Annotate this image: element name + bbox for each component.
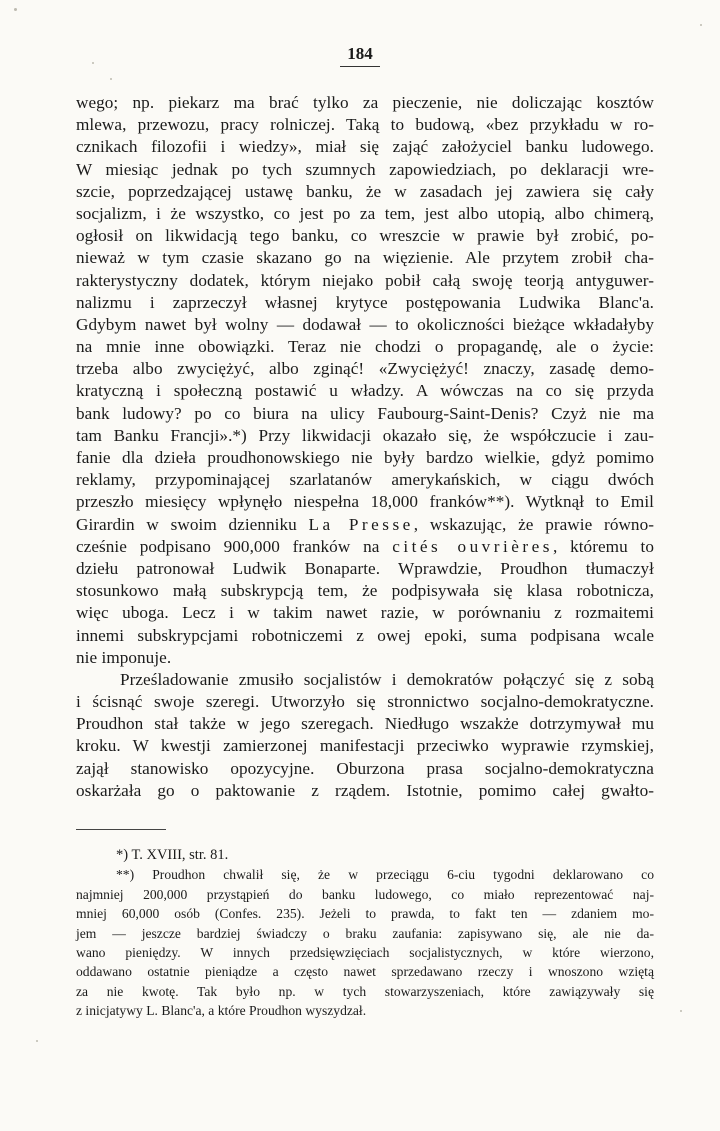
- text-line: przeszło miesięcy wpłynęło niespełna 18,000 franków**). Wytknął to Emil: [76, 492, 654, 512]
- text-line: nalizmu i zaprzeczył własnej krytyce postępowania Ludwika Blanc'a.: [76, 292, 654, 312]
- paper-speck: [680, 1010, 682, 1012]
- newspaper-title: La Presse: [308, 514, 414, 534]
- paper-speck: [110, 78, 112, 80]
- text-line: wego; np. piekarz ma brać tylko za pieczenie, nie doliczając kosztów: [76, 93, 654, 112]
- text-line: trzeba albo zwyciężyć, albo zginąć! «Zwyciężyć! znaczy, zasadę demo-: [76, 359, 654, 379]
- footnotes: [76, 846, 654, 1021]
- text-line: szcie, poprzedzającej ustawę banku, że w zasadach jej zawiera się cały: [76, 181, 654, 201]
- footnote-2-line: oddawano ostatnie pieniądze a często nawet sprzedawano rzeczy i wnoszono wziętą: [76, 964, 654, 980]
- text-line: nieważ w tym czasie skazano go na więzienie. Ale przytem zrobił cha-: [76, 248, 654, 268]
- text-line-paragraph-start: Prześladowanie zmusiło socjalistów i demokratów połączyć się z sobą: [120, 669, 654, 689]
- footnote-2-line: mniej 60,000 osób (Confes. 235). Jeżeli to prawda, to fakt ten — zdaniem mo-: [76, 906, 654, 922]
- text-line: reklamy, przypominającej szarlatanów amerykańskich, w ciągu dwóch: [76, 470, 654, 490]
- text-line: na mnie inne obowiązki. Teraz nie chodzi o propagandę, ale o życie:: [76, 337, 654, 357]
- text-line-girardin: [76, 514, 654, 536]
- footnote-separator: [76, 829, 166, 830]
- text-line: Gdybym nawet był wolny — dodawał — to okoliczności bieżące wkładałyby: [76, 314, 654, 334]
- footnote-2-line: jem — jeszcze bardziej świadczy o braku zaufania: zapisywano się, ale nie da-: [76, 925, 654, 941]
- footnote-2-line: najmniej 200,000 przystąpień do banku ludowego, co miało reprezentować naj-: [76, 886, 654, 902]
- text-line: Proudhon stał także w jego szeregach. Niedługo wszakże dotrzymywał mu: [76, 714, 654, 734]
- text-line: innemi subskrypcjami robotniczemi z owej epoki, suma podpisana wcale: [76, 625, 654, 645]
- paper-speck: [92, 62, 94, 64]
- footnote-2-line: z inicjatywy L. Blanc'a, a które Proudhon wyszydzał.: [76, 1003, 367, 1019]
- text-line: mlewa, przewozu, pracy rolniczej. Taką to budową, «bez przykładu w ro-: [76, 115, 654, 135]
- text-line: kroku. W kwestji zamierzonej manifestacji przeciwko wyprawie rzymskiej,: [76, 736, 654, 756]
- footnote-2-line: za nie kwotę. Tak było np. w tych stowarzyszeniach, które zawiązywały się: [76, 983, 654, 999]
- text-line: stosunkowo małą subskrypcją tem, że podpisywała się klasa robotnicza,: [76, 581, 654, 601]
- text-line: socjalizm, i że wszystko, co jest po za tem, jest albo utopią, albo chimerą,: [76, 203, 654, 223]
- footnote-2-line: **) Proudhon chwalił się, że w przeciągu 6-ciu tygodni deklarowano co: [116, 867, 654, 883]
- text-span: Girardin w swoim dzienniku: [76, 514, 309, 534]
- text-span: , któremu to: [552, 536, 654, 556]
- text-line: tam Banku Francji».*) Przy likwidacji okazało się, że współczucie i zau-: [76, 425, 654, 445]
- paper-speck: [700, 24, 702, 26]
- text-span: cześnie podpisano 900,000 franków na: [76, 536, 393, 556]
- emphasized-term: cités ouvrières: [392, 536, 553, 556]
- text-line: ogłosił on likwidacją tego banku, co wreszcie w prawie był zrobić, po-: [76, 226, 654, 246]
- text-line: W miesiąc jednak po tych szumnych zapowiedziach, po deklaracji wre-: [76, 159, 654, 179]
- text-line: oskarżała go o paktowanie z rządem. Istotnie, pomimo całej gwałto-: [76, 780, 654, 800]
- text-line: i ścisnąć swoje szeregi. Utworzyło się stronnictwo socjalno-demokratyczne.: [76, 692, 654, 712]
- paper-speck: [14, 8, 17, 11]
- text-line: więc uboga. Lecz i w takim nawet razie, w porównaniu z rozmaitemi: [76, 603, 654, 623]
- text-line-cites: [76, 536, 654, 558]
- footnote-2-line: wano pieniędzy. W innych przedsięwzięciach socjalistycznych, w które wierzono,: [76, 944, 654, 960]
- text-line: bank ludowy? po co biura na ulicy Faubourg-Saint-Denis? Czyż nie ma: [76, 403, 654, 423]
- main-text: [76, 92, 654, 802]
- paper-speck: [36, 1040, 38, 1042]
- page-number-underline: [340, 66, 380, 67]
- text-line: rakterystyczny dodatek, którym niejako pobił całą swoję teorją antyguwer-: [76, 270, 654, 290]
- text-span: , wskazując, że prawie równo-: [413, 514, 654, 534]
- text-line: cznikach filozofii i wiedzy», miał się zająć założyciel banku ludowego.: [76, 137, 654, 157]
- text-line: zajął stanowisko opozycyjne. Oburzona prasa socjalno-demokratyczna: [76, 758, 654, 778]
- text-line: fanie dla dzieła proudhonowskiego nie były bardzo wielkie, gdyż pomimo: [76, 448, 654, 467]
- page-number: 184: [347, 44, 373, 63]
- text-line: kratyczną i społeczną postawić u władzy. A wówczas na co się przyda: [76, 381, 654, 401]
- footnote-1: *) T. XVIII, str. 81.: [116, 847, 229, 863]
- text-line: nie imponuje.: [76, 647, 172, 667]
- text-line: dziełu patronował Ludwik Bonaparte. Wprawdzie, Proudhon tłumaczył: [76, 558, 654, 578]
